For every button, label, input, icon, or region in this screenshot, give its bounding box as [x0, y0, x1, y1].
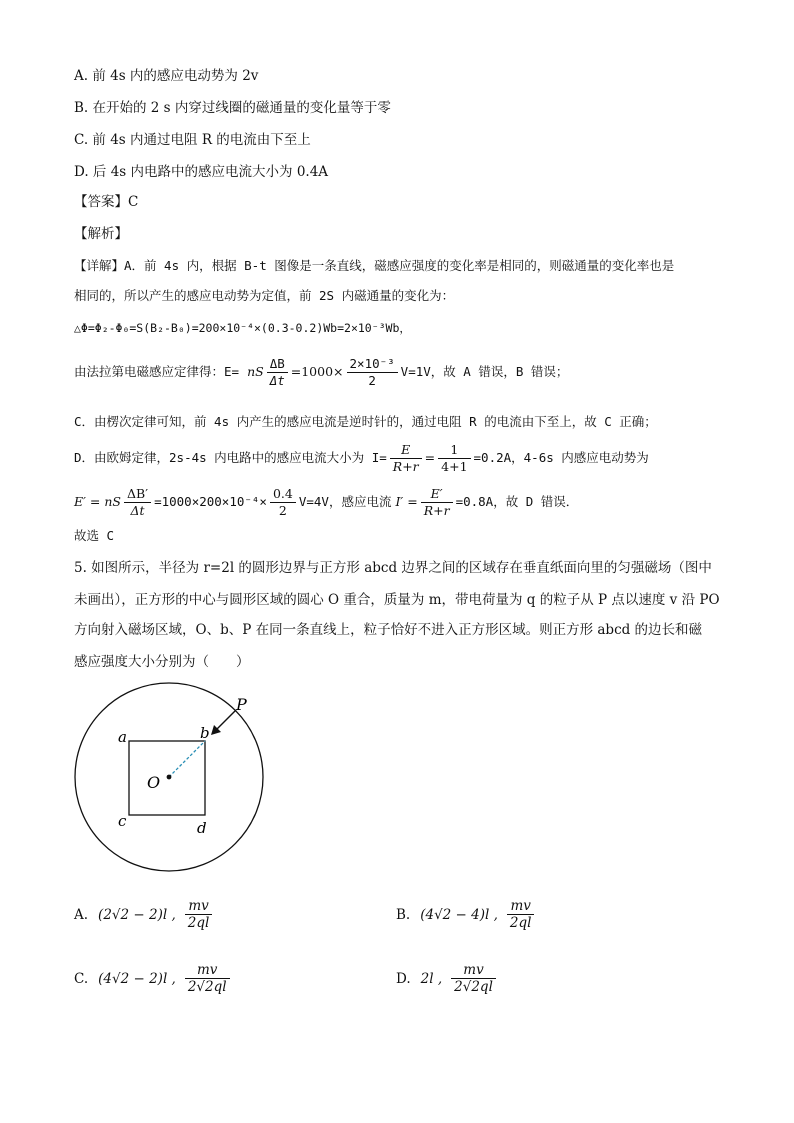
q5-line4: 感应强度大小分别为（ ） [74, 654, 250, 670]
dashed-line-ob [169, 741, 205, 777]
faraday-ns: nS [247, 364, 264, 379]
current-prime: I′ = [395, 494, 418, 509]
label-p: P [236, 695, 247, 714]
answer-line [74, 192, 138, 212]
label-c: c [118, 812, 127, 830]
option-d-field: $\frac{mv}{2√2ql}$ [451, 962, 496, 995]
conclusion: 故选 C [74, 528, 115, 543]
option-b-field: $\frac{mv}{2ql}$ [507, 898, 535, 931]
center-point-o [167, 775, 172, 780]
emf-mid: =1000×200×10⁻⁴× [154, 494, 267, 509]
q5-line2: 未画出），正方形的中心与圆形区域的圆心 O 重合，质量为 m，带电荷量为 q 的粒子从 P 点以速度 v 沿 PO [74, 592, 720, 608]
current-result: =0.8A，故 D 错误． [455, 494, 579, 509]
option-a-letter: A. [74, 906, 89, 923]
option-c-length: (4√2 − 2)l , [98, 970, 176, 987]
option-a[interactable] [74, 898, 215, 931]
option-c-letter: C. [74, 970, 89, 987]
emf-result: V=4V，感应电流 [298, 494, 392, 509]
detail-p7 [74, 480, 578, 524]
option-b-letter: B. [396, 906, 411, 923]
label-d: d [197, 819, 207, 837]
current-frac: $\frac{E'}{R+r}$ [421, 486, 453, 519]
faraday-frac-1: $\frac{\Delta B}{\Delta t}$ [267, 356, 288, 389]
detail-p2: 相同的，所以产生的感应电动势为定值，前 2S 内磁通量的变化为： [74, 288, 455, 303]
option-b-length: (4√2 − 4)l , [420, 906, 498, 923]
detail-p1: 【详解】A．前 4s 内，根据 B-t 图像是一条直线，磁感应强度的变化率是相同的，则磁通量的变化率也是 [74, 258, 675, 273]
q5-line1: 5. 如图所示，半径为 r=2l 的圆形边界与正方形 abcd 边界之间的区域存在垂直纸面向里的匀强磁场（图中 [74, 560, 712, 576]
q5-figure [60, 680, 280, 880]
option-a-length: (2√2 − 2)l , [98, 906, 176, 923]
q5-line3: 方向射入磁场区域，O、b、P 在同一条直线上，粒子恰好不进入正方形区域。则正方形 abcd 的边长和磁 [74, 622, 703, 638]
faraday-prefix: 由法拉第电磁感应定律得：E= [74, 364, 240, 379]
ohm-frac-1: $\frac{E}{R+r}$ [390, 442, 422, 475]
prev-option-c: C. 前 4s 内通过电阻 R 的电流由下至上 [74, 132, 311, 148]
option-d[interactable] [396, 962, 499, 995]
answer-value: C [128, 194, 139, 210]
option-d-letter: D. [396, 970, 411, 987]
ohm-frac-2: $\frac{1}{4+1}$ [438, 442, 470, 475]
emf-frac-1: $\frac{\Delta B'}{\Delta t}$ [124, 486, 151, 519]
analysis-label: 【解析】 [74, 226, 128, 242]
faraday-suffix: V=1V，故 A 错误，B 错误； [400, 364, 569, 379]
detail-p6: D．由欧姆定律，2s-4s 内电路中的感应电流大小为 I= $\frac{E}{R+r}$ = $\frac{1}{4+1}$ =0.2A，4-6s 内感应电动势为 [74, 441, 649, 474]
label-b: b [200, 724, 210, 742]
detail-p5: C．由楞次定律可知，前 4s 内产生的感应电流是逆时针的，通过电阻 R 的电流由下至上，故 C 正确； [74, 414, 657, 429]
prev-option-a: A. 前 4s 内的感应电动势为 2v [74, 68, 259, 84]
ohm-suffix: =0.2A，4-6s 内感应电动势为 [473, 450, 649, 465]
option-d-length: 2l , [420, 970, 443, 987]
label-o: O [147, 773, 161, 792]
option-b[interactable] [396, 898, 537, 931]
detail-p3: △Φ=Φ₂-Φ₀=S(B₂-B₀)=200×10⁻⁴×(0.3-0.2)Wb=2×10⁻³Wb， [74, 321, 411, 335]
ohm-prefix: D．由欧姆定律，2s-4s 内电路中的感应电流大小为 I= [74, 450, 387, 465]
option-a-field: $\frac{mv}{2ql}$ [185, 898, 213, 931]
prev-option-d: D. 后 4s 内电路中的感应电流大小为 0.4A [74, 164, 329, 180]
detail-p4 [74, 350, 568, 394]
velocity-arrow-line [215, 710, 236, 731]
answer-label: 【答案】 [74, 194, 128, 210]
prev-option-b: B. 在开始的 2 s 内穿过线圈的磁通量的变化量等于零 [74, 100, 391, 116]
option-c-field: $\frac{mv}{2√2ql}$ [185, 962, 230, 995]
emf-prime: E′ = nS [74, 494, 121, 509]
emf-frac-2: $\frac{0.4}{2}$ [270, 486, 296, 519]
faraday-frac-2: $\frac{\text{2×10⁻³}}{2}$ [347, 356, 398, 389]
label-a: a [118, 728, 127, 746]
option-c[interactable] [74, 962, 233, 995]
faraday-eq: =1000× [290, 364, 344, 379]
